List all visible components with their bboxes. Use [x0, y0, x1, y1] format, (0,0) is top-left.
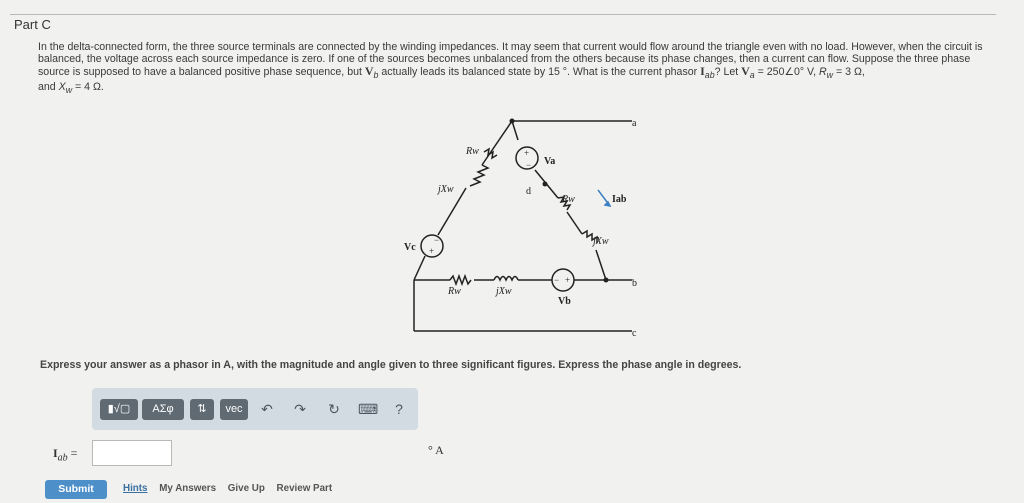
top-divider [10, 14, 996, 15]
my-answers-link[interactable]: My Answers [159, 483, 217, 494]
reset-icon[interactable]: ↻ [328, 401, 340, 417]
answer-unit: ° A [428, 443, 444, 457]
label-iab: Iab [612, 194, 627, 205]
label-jxw-bottom: jXw [496, 286, 512, 297]
greek-symbols-button[interactable]: ΑΣφ [142, 399, 184, 420]
label-vc: Vc [404, 242, 416, 253]
label-vb: Vb [558, 296, 571, 307]
label-rw-right: Rw [562, 194, 575, 205]
va-minus: − [526, 160, 532, 170]
vb-minus: − [554, 275, 560, 285]
undo-icon[interactable]: ↶ [261, 401, 273, 417]
instructions: Express your answer as a phasor in A, with the magnitude and angle given to three significant figures. Express the phase angle in degrees. [40, 359, 742, 371]
node-a-dot [510, 119, 515, 124]
redo-icon[interactable]: ↷ [294, 401, 306, 417]
rw-top-resistor [484, 149, 497, 158]
answer-label: $I_{ab}$ = [53, 446, 78, 464]
keyboard-icon[interactable]: ⌨ [358, 401, 379, 417]
delta-circuit-diagram [400, 110, 650, 340]
vc-minus: − [434, 235, 440, 245]
label-rw-bottom: Rw [448, 286, 461, 297]
vb-plus: + [565, 275, 571, 285]
hints-link[interactable]: Hints [123, 483, 148, 494]
node-b-dot [604, 278, 609, 283]
node-d-label: d [526, 186, 531, 197]
math-toolbar [92, 388, 418, 430]
problem-statement: In the delta-connected form, the three source terminals are connected by the winding impedances. It may seem that current would flow around the triangle even with no load. However, when the circuit is balanced, the voltage across each source impedance is zero. If one of the sources becomes unbalanced from the others because its phase changes, then a current can flow. Suppose the three phase source is supposed to have a balanced positive phase sequence, but $V_b$ actually leads its balanced state by 15 °. What is the current phasor $I_{ab}$? Let $V_a$ = 250∠0° V, $R_w = 3$ Ω, and $X_w = 4$ Ω. [38, 41, 983, 95]
label-jxw-left: jXw [438, 184, 454, 195]
label-rw-top: Rw [466, 146, 479, 157]
label-jxw-right: jXw [593, 236, 609, 247]
subscript-superscript-button[interactable]: ⇅ [190, 399, 214, 420]
template-button[interactable]: ▮√▢ [100, 399, 138, 420]
node-a-label: a [632, 118, 637, 129]
submit-button[interactable]: Submit [45, 480, 107, 499]
node-d-dot [543, 182, 548, 187]
va-plus: + [524, 148, 530, 158]
rw-bottom-resistor [450, 276, 471, 284]
help-icon[interactable]: ? [395, 401, 403, 417]
vec-button[interactable]: vec [220, 399, 248, 420]
action-links [123, 483, 341, 494]
node-c-label: c [632, 328, 637, 339]
give-up-link[interactable]: Give Up [227, 483, 265, 494]
jxw-bottom-inductor [494, 277, 518, 281]
part-title: Part C [14, 17, 51, 32]
review-part-link[interactable]: Review Part [276, 483, 333, 494]
node-b-label: b [632, 278, 637, 289]
vc-plus: + [429, 246, 435, 256]
answer-input[interactable] [92, 440, 172, 466]
label-va: Va [544, 156, 556, 167]
jxw-left-inductor [470, 165, 488, 186]
